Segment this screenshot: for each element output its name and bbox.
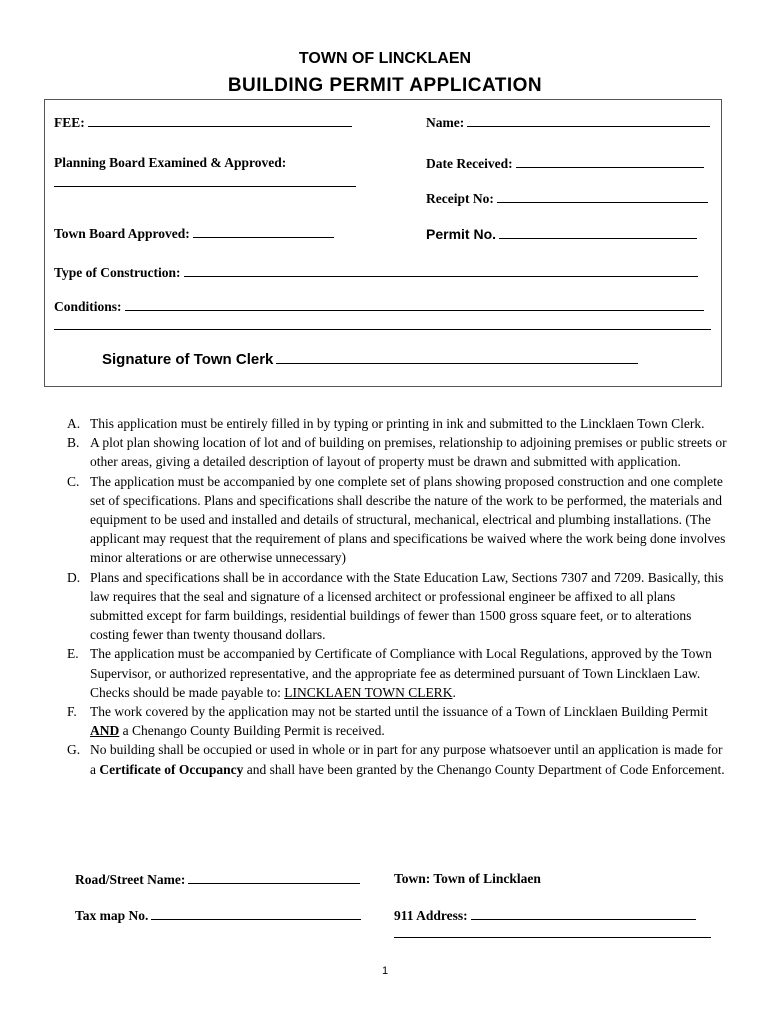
town-board-field[interactable] <box>54 225 334 242</box>
planning-board-label: Planning Board Examined & Approved: <box>54 155 287 170</box>
name-field[interactable] <box>426 114 710 131</box>
tax-map-line[interactable] <box>151 907 361 920</box>
permit-field[interactable] <box>426 226 697 243</box>
date-received-line[interactable] <box>516 155 704 168</box>
fee-line[interactable] <box>88 114 352 127</box>
instruction-item <box>55 472 727 568</box>
instruction-text: The application must be accompanied by Certificate of Compliance with Local Regulations, approved by the Town Supervisor, or authorized representative, and the appropriate fee as determined pursuant of Town Lincklaen Law. Checks should be made payable to: <box>90 646 712 700</box>
conditions-label: Conditions: <box>54 299 122 314</box>
construction-line[interactable] <box>184 264 698 277</box>
instruction-item <box>55 433 727 471</box>
tax-map-field[interactable] <box>75 907 361 924</box>
address-911-field[interactable] <box>394 907 696 924</box>
planning-board-line[interactable] <box>54 186 356 187</box>
instructions-list <box>55 414 727 779</box>
instruction-text-end: and shall have been granted by the Chenango County Department of Code Enforcement. <box>243 761 725 777</box>
instruction-marker: A. <box>67 416 81 431</box>
conditions-field[interactable] <box>54 298 704 315</box>
emphasis-and: AND <box>90 723 120 739</box>
instruction-marker: B. <box>67 435 80 451</box>
name-label: Name: <box>426 115 465 130</box>
instruction-item <box>55 702 727 740</box>
page-title: BUILDING PERMIT APPLICATION <box>227 75 543 96</box>
town-board-label: Town Board Approved: <box>54 226 190 241</box>
fee-label: FEE: <box>54 115 85 130</box>
payee-name: LINCKLAEN TOWN CLERK <box>284 684 453 700</box>
town-clerk-signature-field[interactable] <box>102 350 638 369</box>
construction-label: Type of Construction: <box>54 265 181 280</box>
address-911-line-2[interactable] <box>394 937 711 938</box>
instruction-text: No building shall be occupied or used in whole or in part for any purpose whatsoever until an application is made for a <box>90 742 723 777</box>
tax-map-label: Tax map No. <box>75 908 149 923</box>
conditions-line-2[interactable] <box>54 329 711 330</box>
instruction-text: This application must be entirely filled in by typing or printing in ink and submitted to the Lincklaen Town Clerk. <box>90 416 705 431</box>
instruction-item <box>55 740 727 778</box>
instruction-text-end: a Chenango County Building Permit is received. <box>119 723 385 739</box>
instruction-item <box>55 414 727 433</box>
instruction-marker: E. <box>67 646 79 662</box>
receipt-label: Receipt No: <box>426 191 494 206</box>
town-field <box>394 871 541 887</box>
instruction-item <box>55 644 727 702</box>
instruction-marker: F. <box>67 704 77 720</box>
date-received-field[interactable] <box>426 155 704 172</box>
instruction-text: Plans and specifications shall be in accordance with the State Education Law, Sections 7307 and 7209. Basically, this law requires that the seal and signature of a licensed architect or professional engineer be affixed to all plans submitted except for farm buildings, residential buildings of fewer than 1500 gross square feet, or to alterations costing fewer than twenty thousand dollars. <box>90 569 724 643</box>
address-911-label: 911 Address: <box>394 908 468 923</box>
name-line[interactable] <box>467 114 710 127</box>
receipt-field[interactable] <box>426 190 708 207</box>
instruction-text: The application must be accompanied by one complete set of plans showing proposed construction and one complete set of specifications. Plans and specifications shall describe the nature of the work to be performed, the materials and equipment to be used and installed and details of structural, mechanical, electrical and plumbing installations. (The applicant may request that the requirement of plans and specifications be waived where the work being done involves minor alterations or are otherwise unnecessary) <box>90 473 726 566</box>
instruction-text-end: . <box>452 684 456 700</box>
signature-label: Signature of Town Clerk <box>102 351 274 368</box>
construction-field[interactable] <box>54 264 698 281</box>
permit-label: Permit No. <box>426 226 497 242</box>
permit-line[interactable] <box>499 226 697 239</box>
planning-board-field <box>54 155 286 171</box>
fee-field[interactable] <box>54 114 352 131</box>
instruction-marker: G. <box>67 742 81 758</box>
instruction-marker: D. <box>67 569 81 585</box>
instruction-item <box>55 568 727 645</box>
receipt-line[interactable] <box>497 190 708 203</box>
instruction-text: A plot plan showing location of lot and of building on premises, relationship to adjoining premises or public streets or other areas, giving a detailed description of layout of property must be drawn and submitted with application. <box>90 435 727 470</box>
date-received-label: Date Received: <box>426 156 513 171</box>
road-street-label: Road/Street Name: <box>75 872 186 887</box>
certificate-of-occupancy: Certificate of Occupancy <box>99 761 244 777</box>
town-label: Town: Town of Lincklaen <box>394 871 541 886</box>
office-use-box <box>44 99 722 387</box>
instruction-marker: C. <box>67 473 80 489</box>
road-street-line[interactable] <box>188 871 360 884</box>
signature-line[interactable] <box>276 350 638 364</box>
conditions-line[interactable] <box>125 298 704 311</box>
address-911-line[interactable] <box>471 907 696 920</box>
road-street-field[interactable] <box>75 871 360 888</box>
town-heading: TOWN OF LINCKLAEN <box>298 50 472 67</box>
instruction-text: The work covered by the application may not be started until the issuance of a Town of Lincklaen Building Permit <box>90 704 708 720</box>
page-number: 1 <box>381 965 389 977</box>
town-board-line[interactable] <box>193 225 334 238</box>
